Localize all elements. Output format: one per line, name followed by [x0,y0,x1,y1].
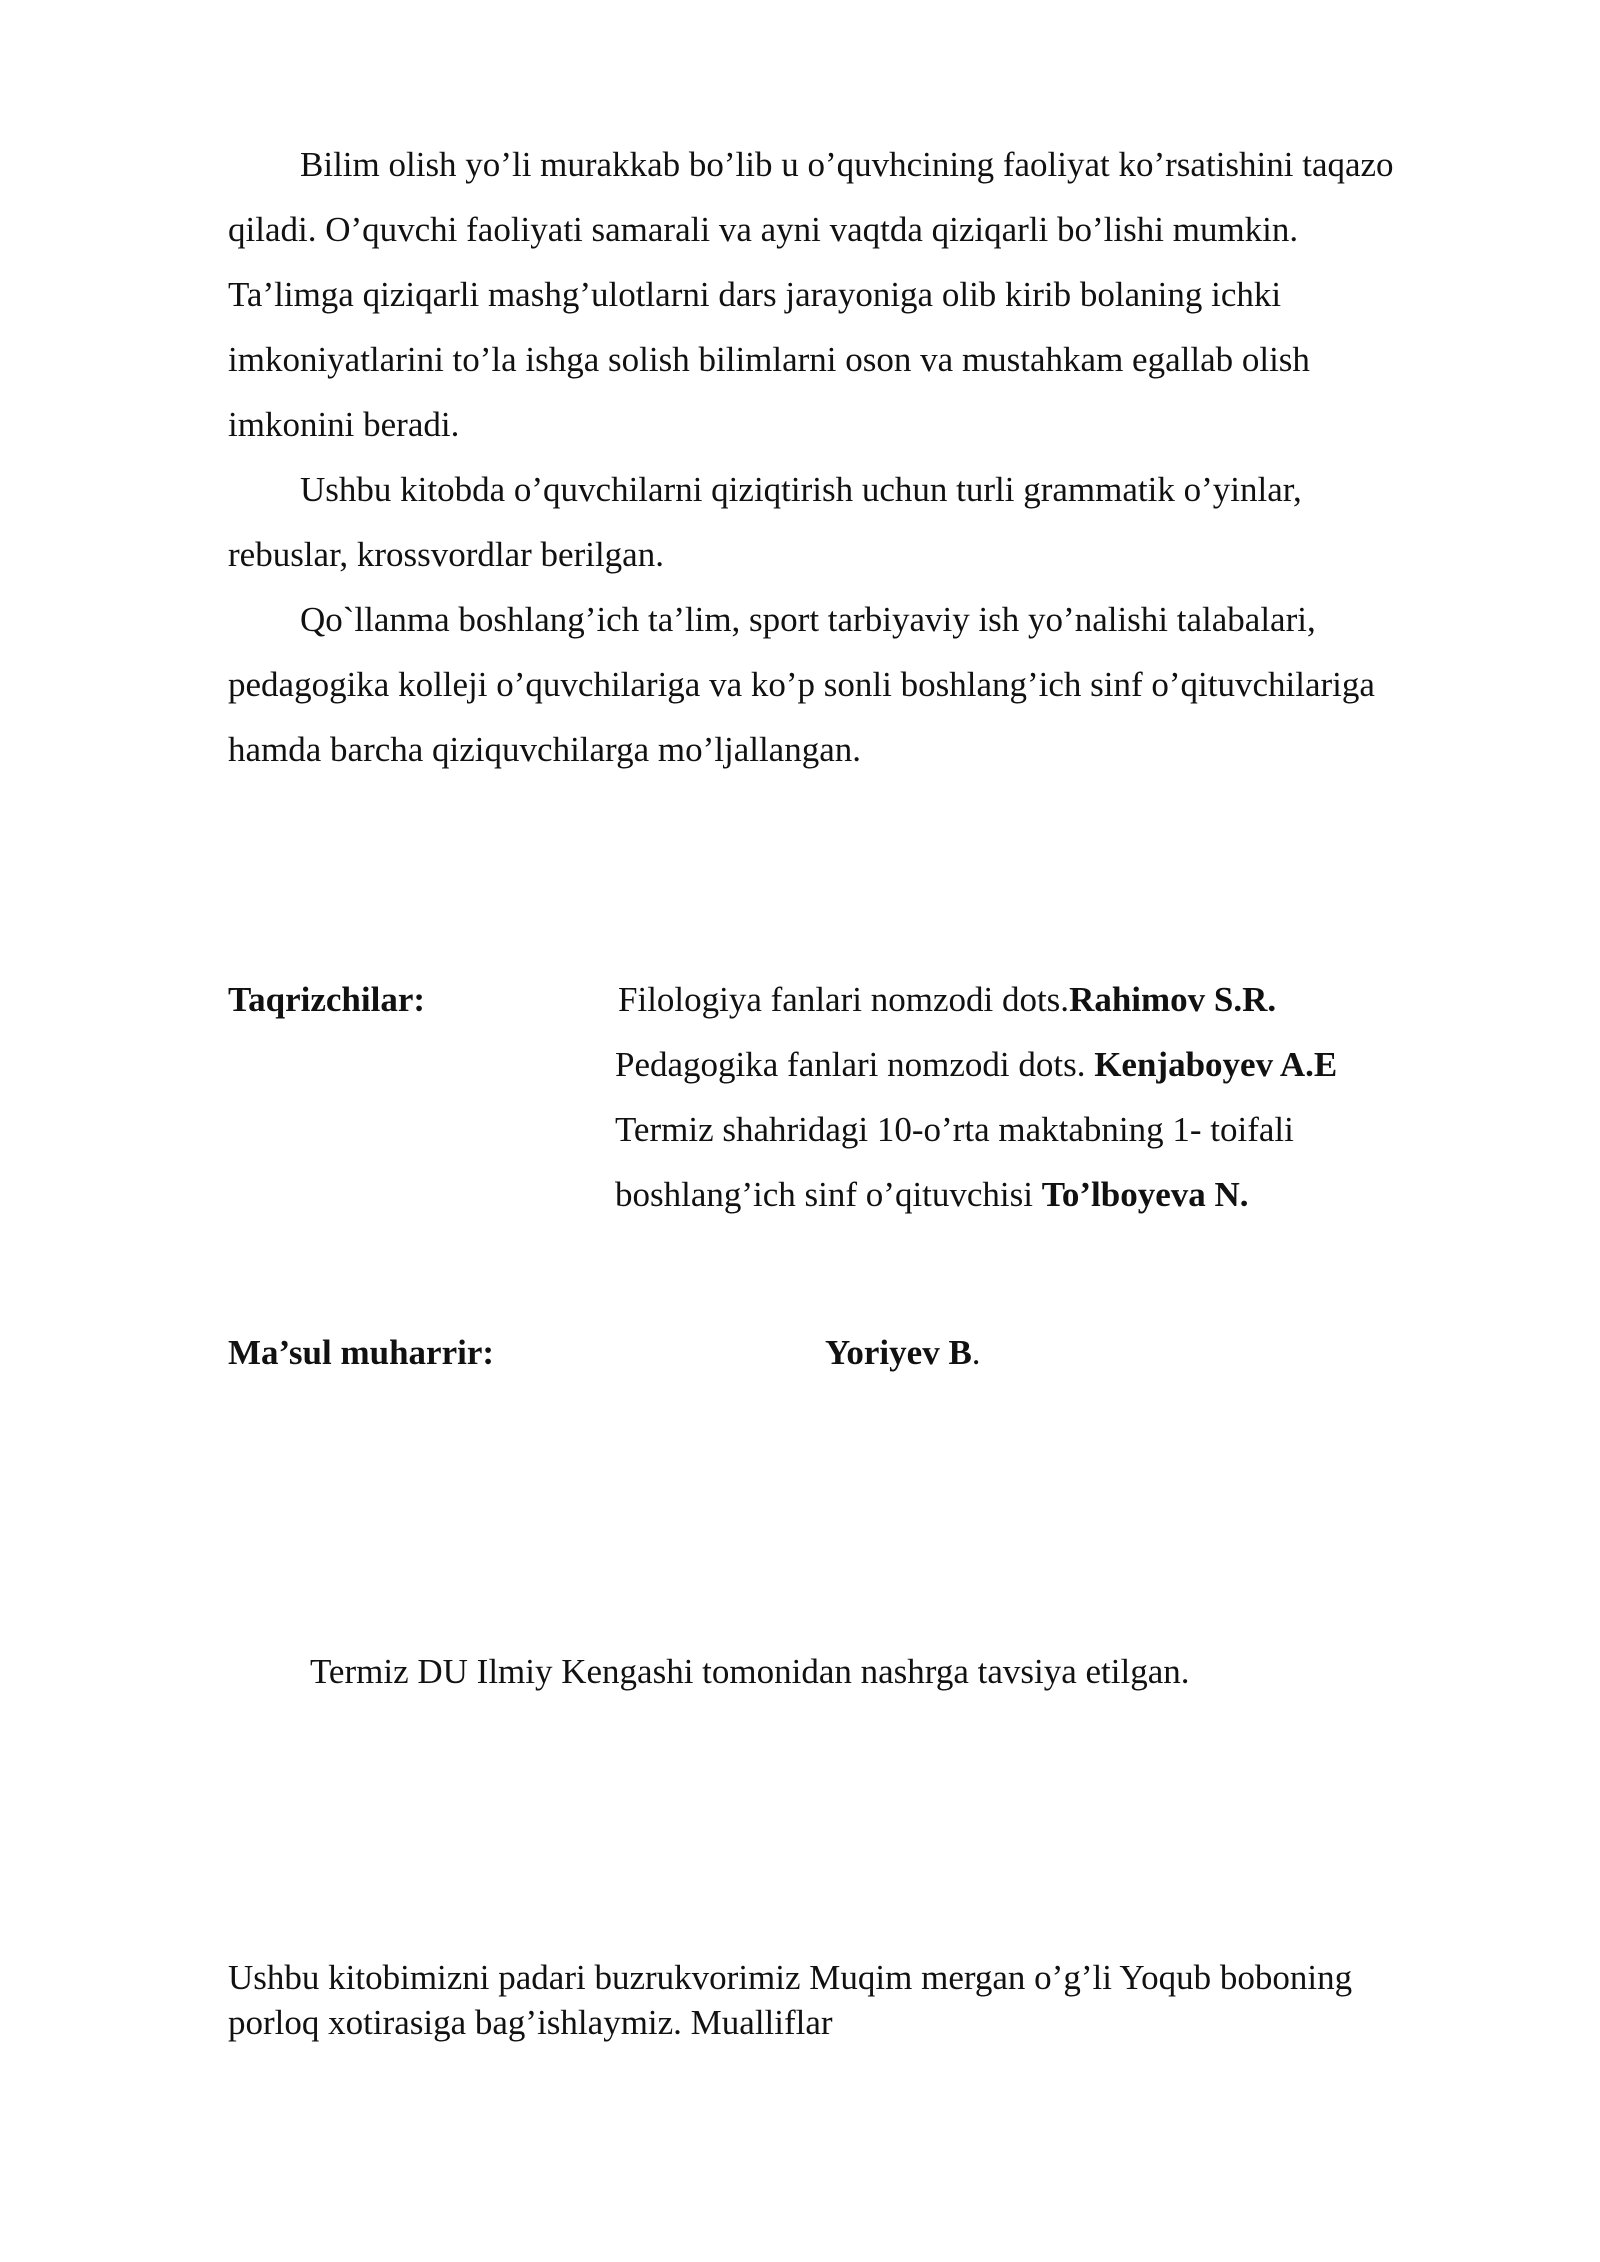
editor [825,1333,981,1373]
reviewers-label: Taqrizchilar: [228,980,426,1019]
intro-line-7: rebuslar, krossvordlar berilgan. [228,535,664,574]
reviewer-1-name: Rahimov S.R. [1069,980,1277,1019]
editor-label: Ma’sul muharrir: [228,1333,495,1372]
intro-line-3: Ta’limga qiziqarli mashg’ulotlarni dars jarayoniga olib kirib bolaning ichki [228,275,1282,314]
dedication-line-2: porloq xotirasiga bag’ishlaymiz. Mualliflar [228,2003,833,2042]
intro-line-2: qiladi. O’quvchi faoliyati samarali va ayni vaqtda qiziqarli bo’lishi mumkin. [228,210,1299,249]
intro-line-1: Bilim olish yo’li murakkab bo’lib u o’quvhcining faoliyat ko’rsatishini taqazo [300,145,1394,184]
editor-suffix: . [971,1333,981,1372]
intro-line-4: imkoniyatlarini to’la ishga solish bilimlarni oson va mustahkam egallab olish [228,340,1310,379]
intro-line-8: Qo`llanma boshlang’ich ta’lim, sport tarbiyaviy ish yo’nalishi talabalari, [300,600,1316,639]
reviewer-3-line-1: Termiz shahridagi 10-o’rta maktabning 1- toifali [615,1110,1294,1149]
reviewer-1-title: Filologiya fanlari nomzodi dots. [618,980,1070,1019]
recommendation-text: Termiz DU Ilmiy Kengashi tomonidan nashrga tavsiya etilgan. [310,1652,1190,1691]
intro-line-10: hamda barcha qiziquvchilarga mo’ljallangan. [228,730,861,769]
dedication-line-1: Ushbu kitobimizni padari buzrukvorimiz Muqim mergan o’g’li Yoqub boboning [228,1958,1353,1997]
reviewer-2 [615,1045,1337,1085]
reviewer-3-name: To’lboyeva N. [1041,1175,1249,1214]
reviewer-2-name: Kenjaboyev A.E [1094,1045,1338,1084]
intro-line-6: Ushbu kitobda o’quvchilarni qiziqtirish uchun turli grammatik o’yinlar, [300,470,1302,509]
reviewer-1 [618,980,1276,1020]
reviewer-2-title: Pedagogika fanlari nomzodi dots. [615,1045,1095,1084]
intro-line-9: pedagogika kolleji o’quvchilariga va ko’p sonli boshlang’ich sinf o’qituvchilariga [228,665,1375,704]
reviewer-3-title: boshlang’ich sinf o’qituvchisi [615,1175,1042,1214]
editor-name: Yoriyev B [825,1333,972,1372]
reviewer-3 [615,1175,1249,1215]
intro-line-5: imkonini beradi. [228,405,460,444]
